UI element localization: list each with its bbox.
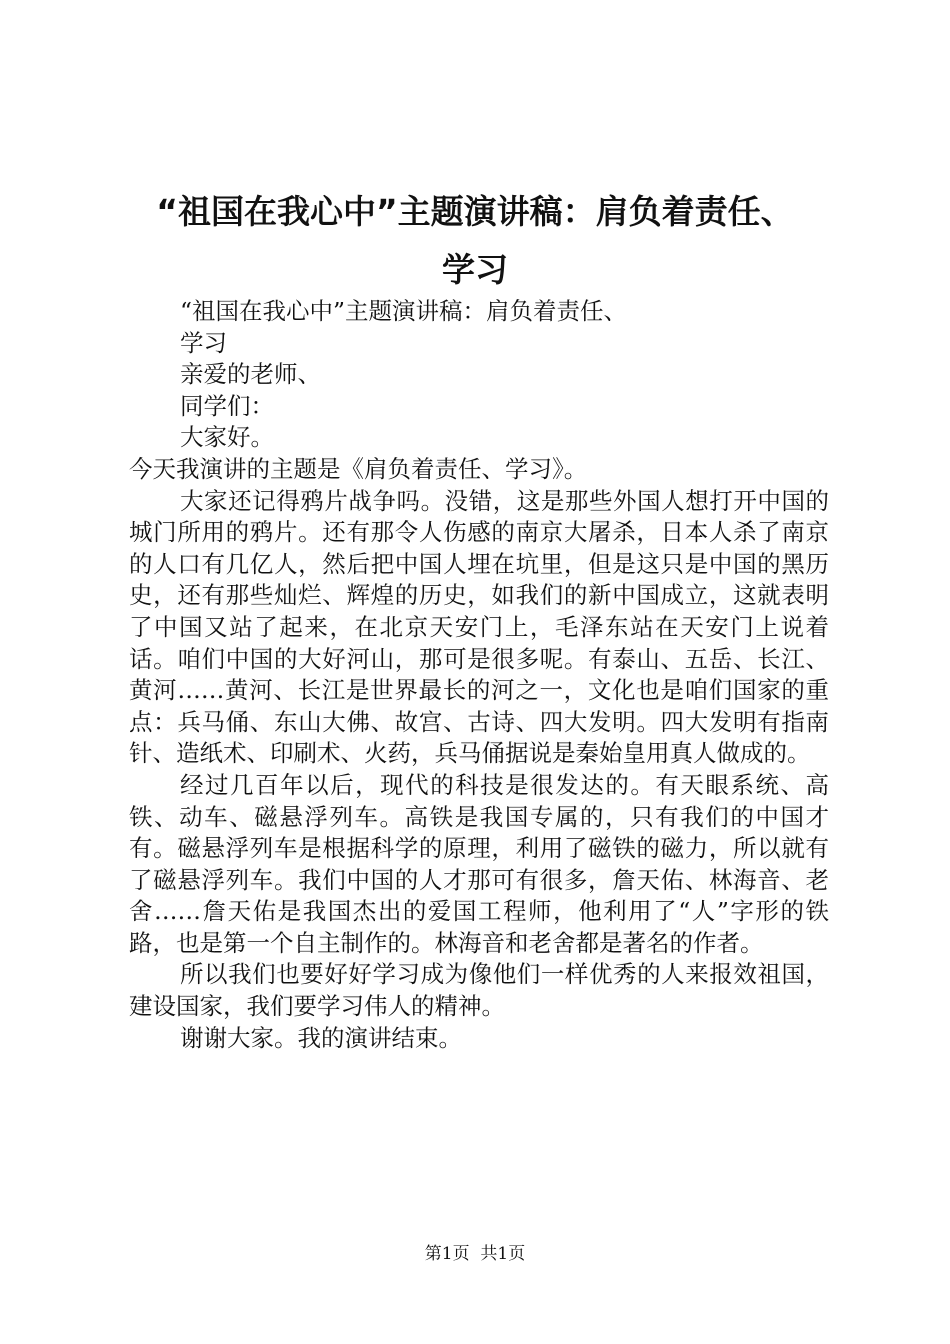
page-footer <box>0 1243 950 1265</box>
body-paragraph-greeting: 大家好。 <box>180 423 274 452</box>
page-number-text: 第1页 共1页 <box>424 1244 526 1264</box>
body-paragraph-thanks: 谢谢大家。我的演讲结束。 <box>180 1023 462 1052</box>
body-paragraph-salutation-teachers: 亲爱的老师、 <box>180 360 321 389</box>
body-paragraph-technology: 经过几百年以后，现代的科技是很发达的。有天眼系统、高铁、动车、磁悬浮列车。高铁是我国专属的，只有我们的中国才有。磁悬浮列车是根据科学的原理，利用了磁铁的磁力，所以就有了磁悬浮列车。我们中国的人才那可有很多，詹天佑、林海音、老舍……詹天佑是我国杰出的爱国工程师，他利用了“人”字形的铁路，也是第一个自主制作的。林海音和老舍都是著名的作者。 <box>129 770 829 957</box>
body-paragraph-topic: 今天我演讲的主题是《肩负着责任、学习》。 <box>129 454 588 483</box>
body-paragraph-salutation-students: 同学们： <box>180 391 274 420</box>
body-paragraph-title-repeat: “祖国在我心中”主题演讲稿：肩负着责任、 <box>180 297 628 325</box>
document-body <box>129 296 829 1054</box>
document-title-line-2: 学习 <box>442 250 508 289</box>
document-title-line-1: “祖国在我心中”主题演讲稿：肩负着责任、 <box>156 192 794 231</box>
body-paragraph-title-repeat-2: 学习 <box>180 328 227 357</box>
body-paragraph-history: 大家还记得鸦片战争吗。没错，这是那些外国人想打开中国的城门所用的鸦片。还有那令人伤感的南京大屠杀，日本人杀了南京的人口有几亿人，然后把中国人埋在坑里，但是这只是中国的黑历史，还有那些灿烂、辉煌的历史，如我们的新中国成立，这就表明了中国又站了起来，在北京天安门上，毛泽东站在天安门上说着话。咱们中国的大好河山，那可是很多呢。有泰山、五岳、长江、黄河……黄河、长江是世界最长的河之一，文化也是咱们国家的重点：兵马俑、东山大佛、故宫、古诗、四大发明。四大发明有指南针、造纸术、印刷术、火药，兵马俑据说是秦始皇用真人做成的。 <box>129 486 829 768</box>
body-paragraph-conclusion: 所以我们也要好好学习成为像他们一样优秀的人来报效祖国，建设国家，我们要学习伟人的精神。 <box>129 960 829 1021</box>
